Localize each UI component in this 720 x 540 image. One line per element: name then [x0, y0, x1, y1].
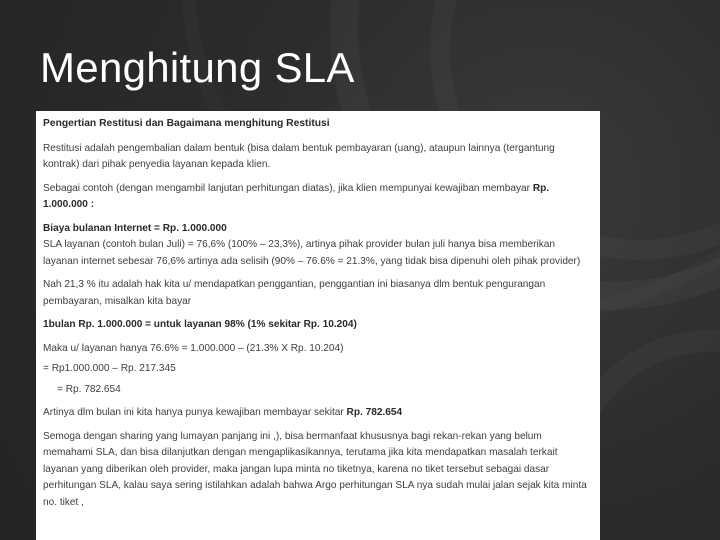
- document-screenshot: [36, 111, 600, 540]
- obligation-text: Artinya dlm bulan ini kita hanya punya kewajiban membayar sekitar: [43, 407, 347, 418]
- obligation-amount: Rp. 782.654: [346, 407, 403, 418]
- paragraph-monthly-service: 1bulan Rp. 1.000.000 = untuk layanan 98% (1% sekitar Rp. 10.204): [43, 319, 357, 330]
- monthly-cost-label: Biaya bulanan Internet = Rp. 1.000.000: [43, 222, 227, 234]
- paragraph-obligation: [43, 405, 592, 422]
- paragraph-closing: Semoga dengan sharing yang lumayan panjang ini ,), bisa bermanfaat khususnya bagi rekan-rekan yang belum memahami SLA, dan bisa dilanjutkan dengan mengaplikasikannya, terutama jika kita mendapatkan masalah terkait layanan yang diberikan oleh provider, maka jangan lupa minta no tiketnya, karena no tiket tersebut sebagai dasar perhitungan SLA, kalau saya sering istilahkan adalah bahwa Argo perhitungan SLA nya sudah mulai jalan sejak kita minta no. tiket ,: [43, 430, 587, 508]
- slide-title: Menghitung SLA: [40, 44, 355, 91]
- document-heading: Pengertian Restitusi dan Bagaimana menghitung Restitusi: [43, 118, 330, 129]
- paragraph-example-text: Sebagai contoh (dengan mengambil lanjutan perhitungan diatas), jika klien mempunyai kewajiban membayar: [43, 182, 533, 194]
- paragraph-compensation: Nah 21,3 % itu adalah hak kita u/ mendapatkan penggantian, penggantian ini biasanya dlm bentuk pengurangan pembayaran, misalkan kita bayar: [43, 279, 546, 307]
- paragraph-example: [43, 181, 592, 214]
- sla-explanation: SLA layanan (contoh bulan Juli) = 76,6% (100% – 23,3%), artinya pihak provider bulan juli hanya bisa memberikan layanan internet sebesar 76,6% artinya ada selisih (90% – 76.6% = 21.3%, yang tidak bisa dipenuhi oleh pihak provider): [43, 239, 581, 267]
- paragraph-calculation: Maka u/ layanan hanya 76.6% = 1.000.000 – (21.3% X Rp. 10.204): [43, 342, 344, 354]
- paragraph-definition: Restitusi adalah pengembalian dalam bentuk (bisa dalam bentuk pembayaran (uang), ataupun lainnya (tergantung kontrak) dari pihak penyedia layanan kepada klien.: [43, 142, 555, 170]
- paragraph-monthly-cost: [43, 221, 592, 271]
- paragraph-example-amount: Rp. 1.000.000 :: [43, 182, 550, 210]
- calculation-step-2: = Rp. 782.654: [57, 383, 121, 395]
- calculation-step-1: = Rp1.000.000 – Rp. 217.345: [43, 363, 176, 374]
